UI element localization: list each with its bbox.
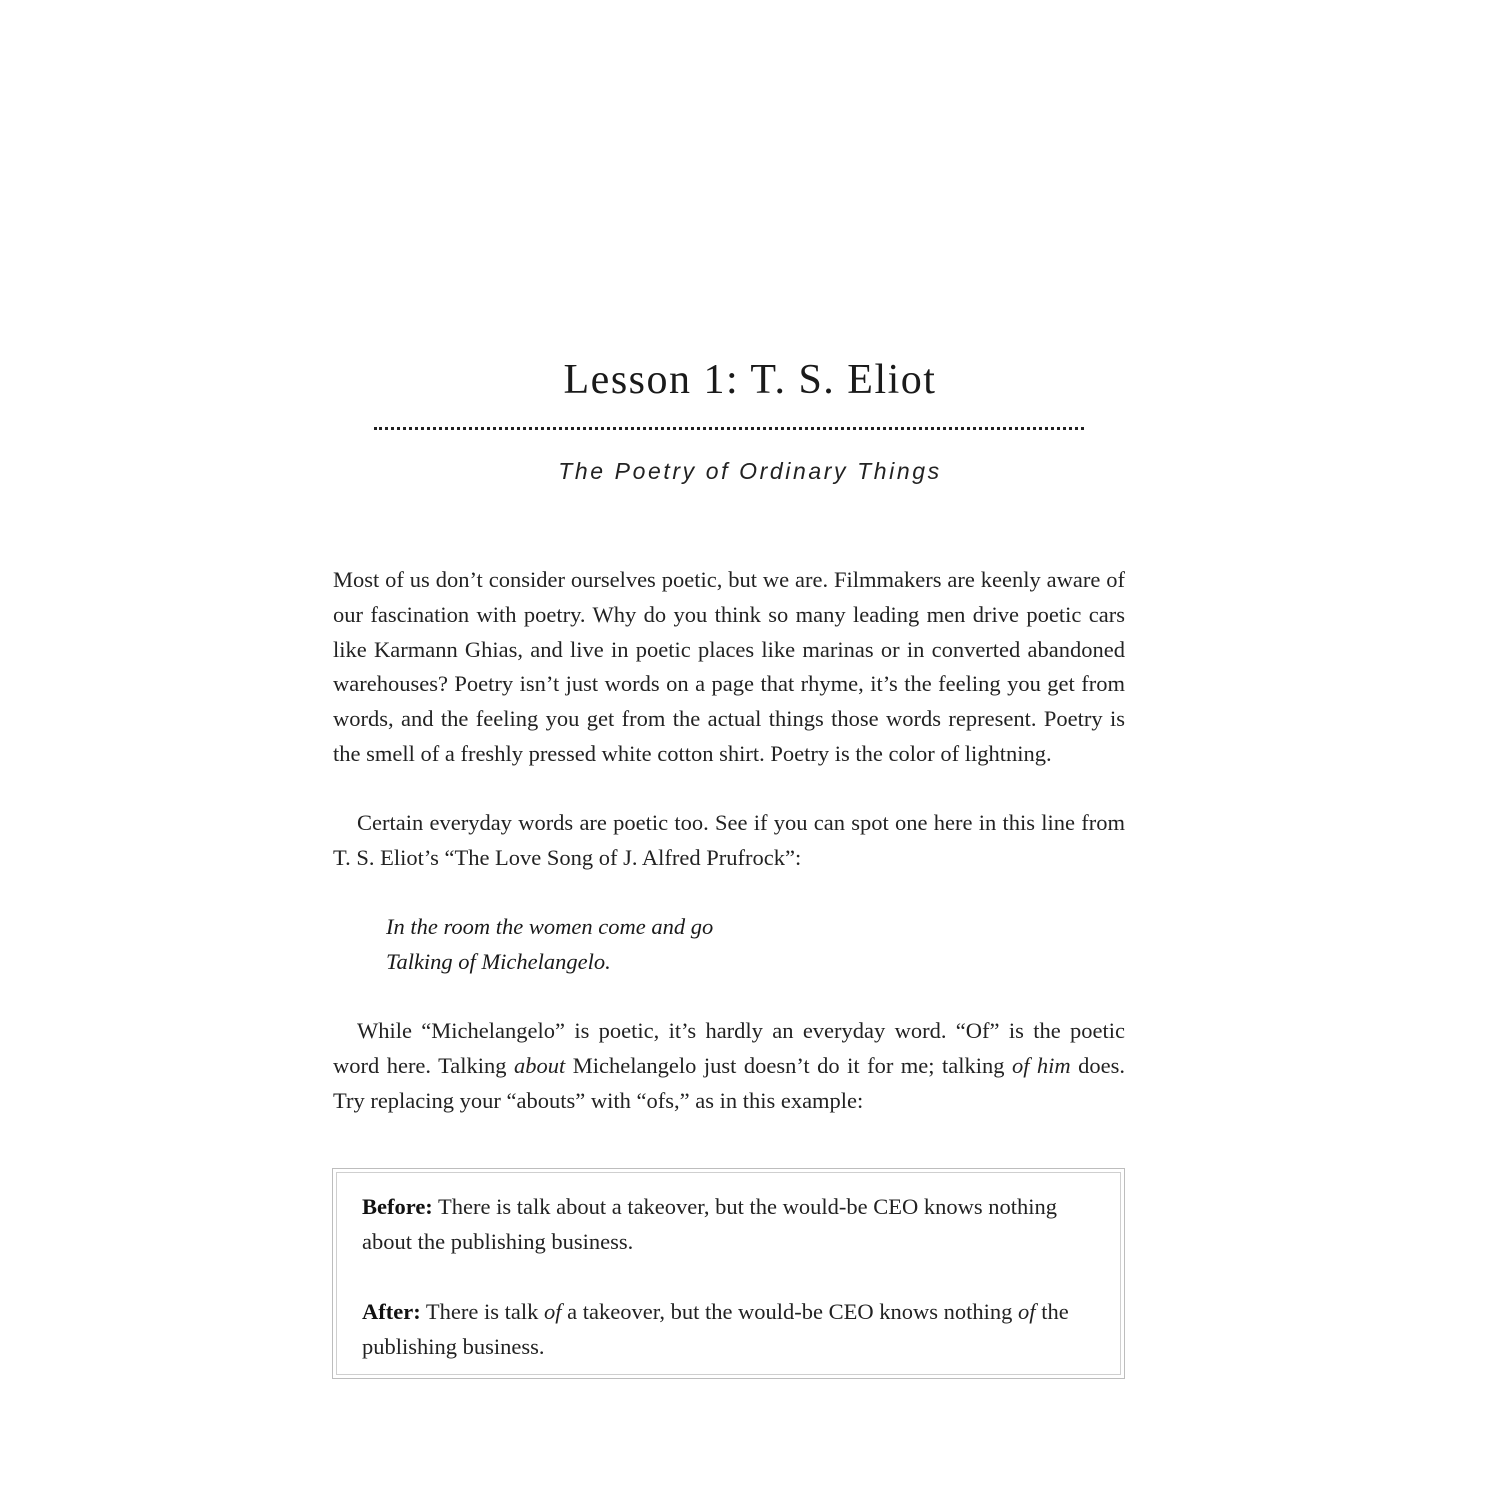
lesson-title: Lesson 1: T. S. Eliot <box>563 357 937 403</box>
paragraph-2-text: Certain everyday words are poetic too. See if you can spot one here in this line from T. S. Eliot’s “The Love Song of J. Alfred Prufrock”: <box>333 810 1125 870</box>
after-label: After: <box>362 1299 421 1324</box>
before-text: There is talk about a takeover, but the would-be CEO knows nothing about the publishing business. <box>362 1194 1057 1254</box>
after-text-part-2: a takeover, but the would-be CEO knows nothing <box>561 1299 1019 1324</box>
body-paragraph-2 <box>333 806 1125 876</box>
after-example <box>362 1295 1102 1365</box>
poem-quote <box>386 910 713 980</box>
paragraph-3-emphasis-1: about <box>513 1052 566 1078</box>
example-box <box>332 1168 1125 1379</box>
paragraph-3-part-2: Michelangelo just doesn’t do it for me; talking <box>565 1052 1012 1078</box>
after-text-part-3: the publishing business. <box>362 1299 1069 1359</box>
paragraph-1-text: Most of us don’t consider ourselves poetic, but we are. Filmmakers are keenly aware of our fascination with poetry. Why do you think so many leading men drive poetic cars like Karmann Ghias, and live in poetic places like marinas or in converted abandoned warehouses? Poetry isn’t just words on a page that rhyme, it’s the feeling you get from words, and the feeling you get from the actual things those words represent. Poetry is the smell of a freshly pressed white cotton shirt. Poetry is the color of lightning. <box>333 567 1125 766</box>
after-emphasis-2: of <box>1018 1299 1036 1324</box>
paragraph-3-part-1: While “Michelangelo” is poetic, it’s hardly an everyday word. “Of” is the poetic word here. Talking <box>333 1018 1125 1078</box>
quote-line-1: In the room the women come and go <box>386 914 714 939</box>
after-text-part-1: There is talk <box>420 1299 545 1324</box>
quote-line-2: Talking of Michelangelo. <box>386 948 611 974</box>
paragraph-3-emphasis-2: of him <box>1011 1052 1071 1078</box>
dotted-divider <box>374 427 1084 430</box>
body-paragraph-1 <box>333 563 1125 772</box>
body-paragraph-3 <box>333 1014 1125 1118</box>
paragraph-3-text <box>333 1014 1125 1118</box>
example-box-inner-border <box>336 1172 1121 1375</box>
before-example <box>362 1190 1102 1260</box>
lesson-subtitle: The Poetry of Ordinary Things <box>558 458 942 484</box>
before-label: Before: <box>362 1194 433 1219</box>
paragraph-3-part-3: does. Try replacing your “abouts” with “ofs,” as in this example: <box>333 1052 1125 1113</box>
after-emphasis-1: of <box>544 1299 562 1324</box>
